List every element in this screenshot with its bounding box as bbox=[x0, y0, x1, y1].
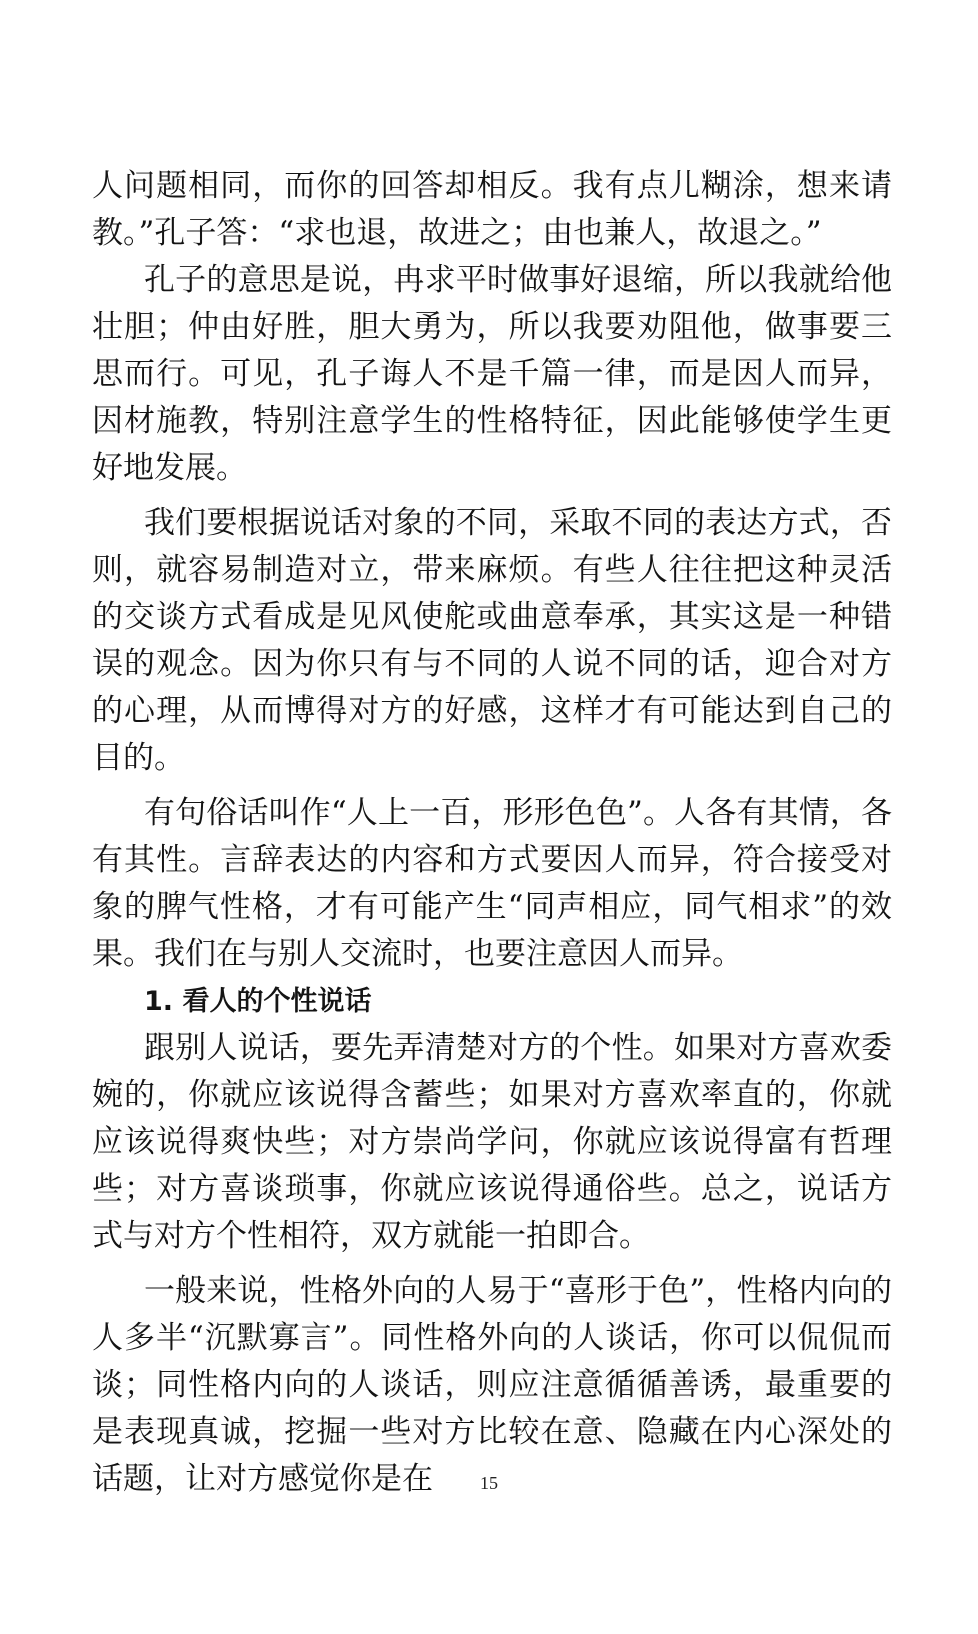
page-number: 15 bbox=[480, 1473, 498, 1493]
paragraph: 一般来说，性格外向的人易于“喜形于色”，性格内向的人多半“沉默寡言”。同性格外向的人谈话，你可以侃侃而谈；同性格内向的人谈话，则应注意循循善诱，最重要的是表现真诚，挖掘一些对方比较在意、隐藏在内心深处的话题，让对方感觉你是在 bbox=[92, 1273, 892, 1497]
paragraph: 跟别人说话，要先弄清楚对方的个性。如果对方喜欢委婉的，你就应该说得含蓄些；如果对方喜欢率直的，你就应该说得爽快些；对方崇尚学问，你就应该说得富有哲理些；对方喜谈琐事，你就应该说得通俗些。总之，说话方式与对方个性相符，双方就能一拍即合。 bbox=[92, 1030, 892, 1254]
paragraph: 我们要根据说话对象的不同，采取不同的表达方式，否则，就容易制造对立，带来麻烦。有些人往往把这种灵活的交谈方式看成是见风使舵或曲意奉承，其实这是一种错误的观念。因为你只有与不同的人说不同的话，迎合对方的心理，从而博得对方的好感，这样才有可能达到自己的目的。 bbox=[92, 505, 892, 776]
page-body bbox=[92, 163, 892, 1503]
section-heading: 1. 看人的个性说话 bbox=[144, 986, 372, 1017]
paragraph: 孔子的意思是说，冉求平时做事好退缩，所以我就给他壮胆；仲由好胜，胆大勇为，所以我要劝阻他，做事要三思而行。可见，孔子诲人不是千篇一律，而是因人而异，因材施教，特别注意学生的性格特征，因此能够使学生更好地发展。 bbox=[92, 262, 892, 486]
paragraph-continued: 人问题相同，而你的回答却相反。我有点儿糊涂，想来请教。”孔子答：“求也退，故进之；由也兼人，故退之。” bbox=[92, 168, 892, 251]
paragraph: 有句俗话叫作“人上一百，形形色色”。人各有其情，各有其性。言辞表达的内容和方式要因人而异，符合接受对象的脾气性格，才有可能产生“同声相应，同气相求”的效果。我们在与别人交流时，也要注意因人而异。 bbox=[92, 795, 892, 972]
